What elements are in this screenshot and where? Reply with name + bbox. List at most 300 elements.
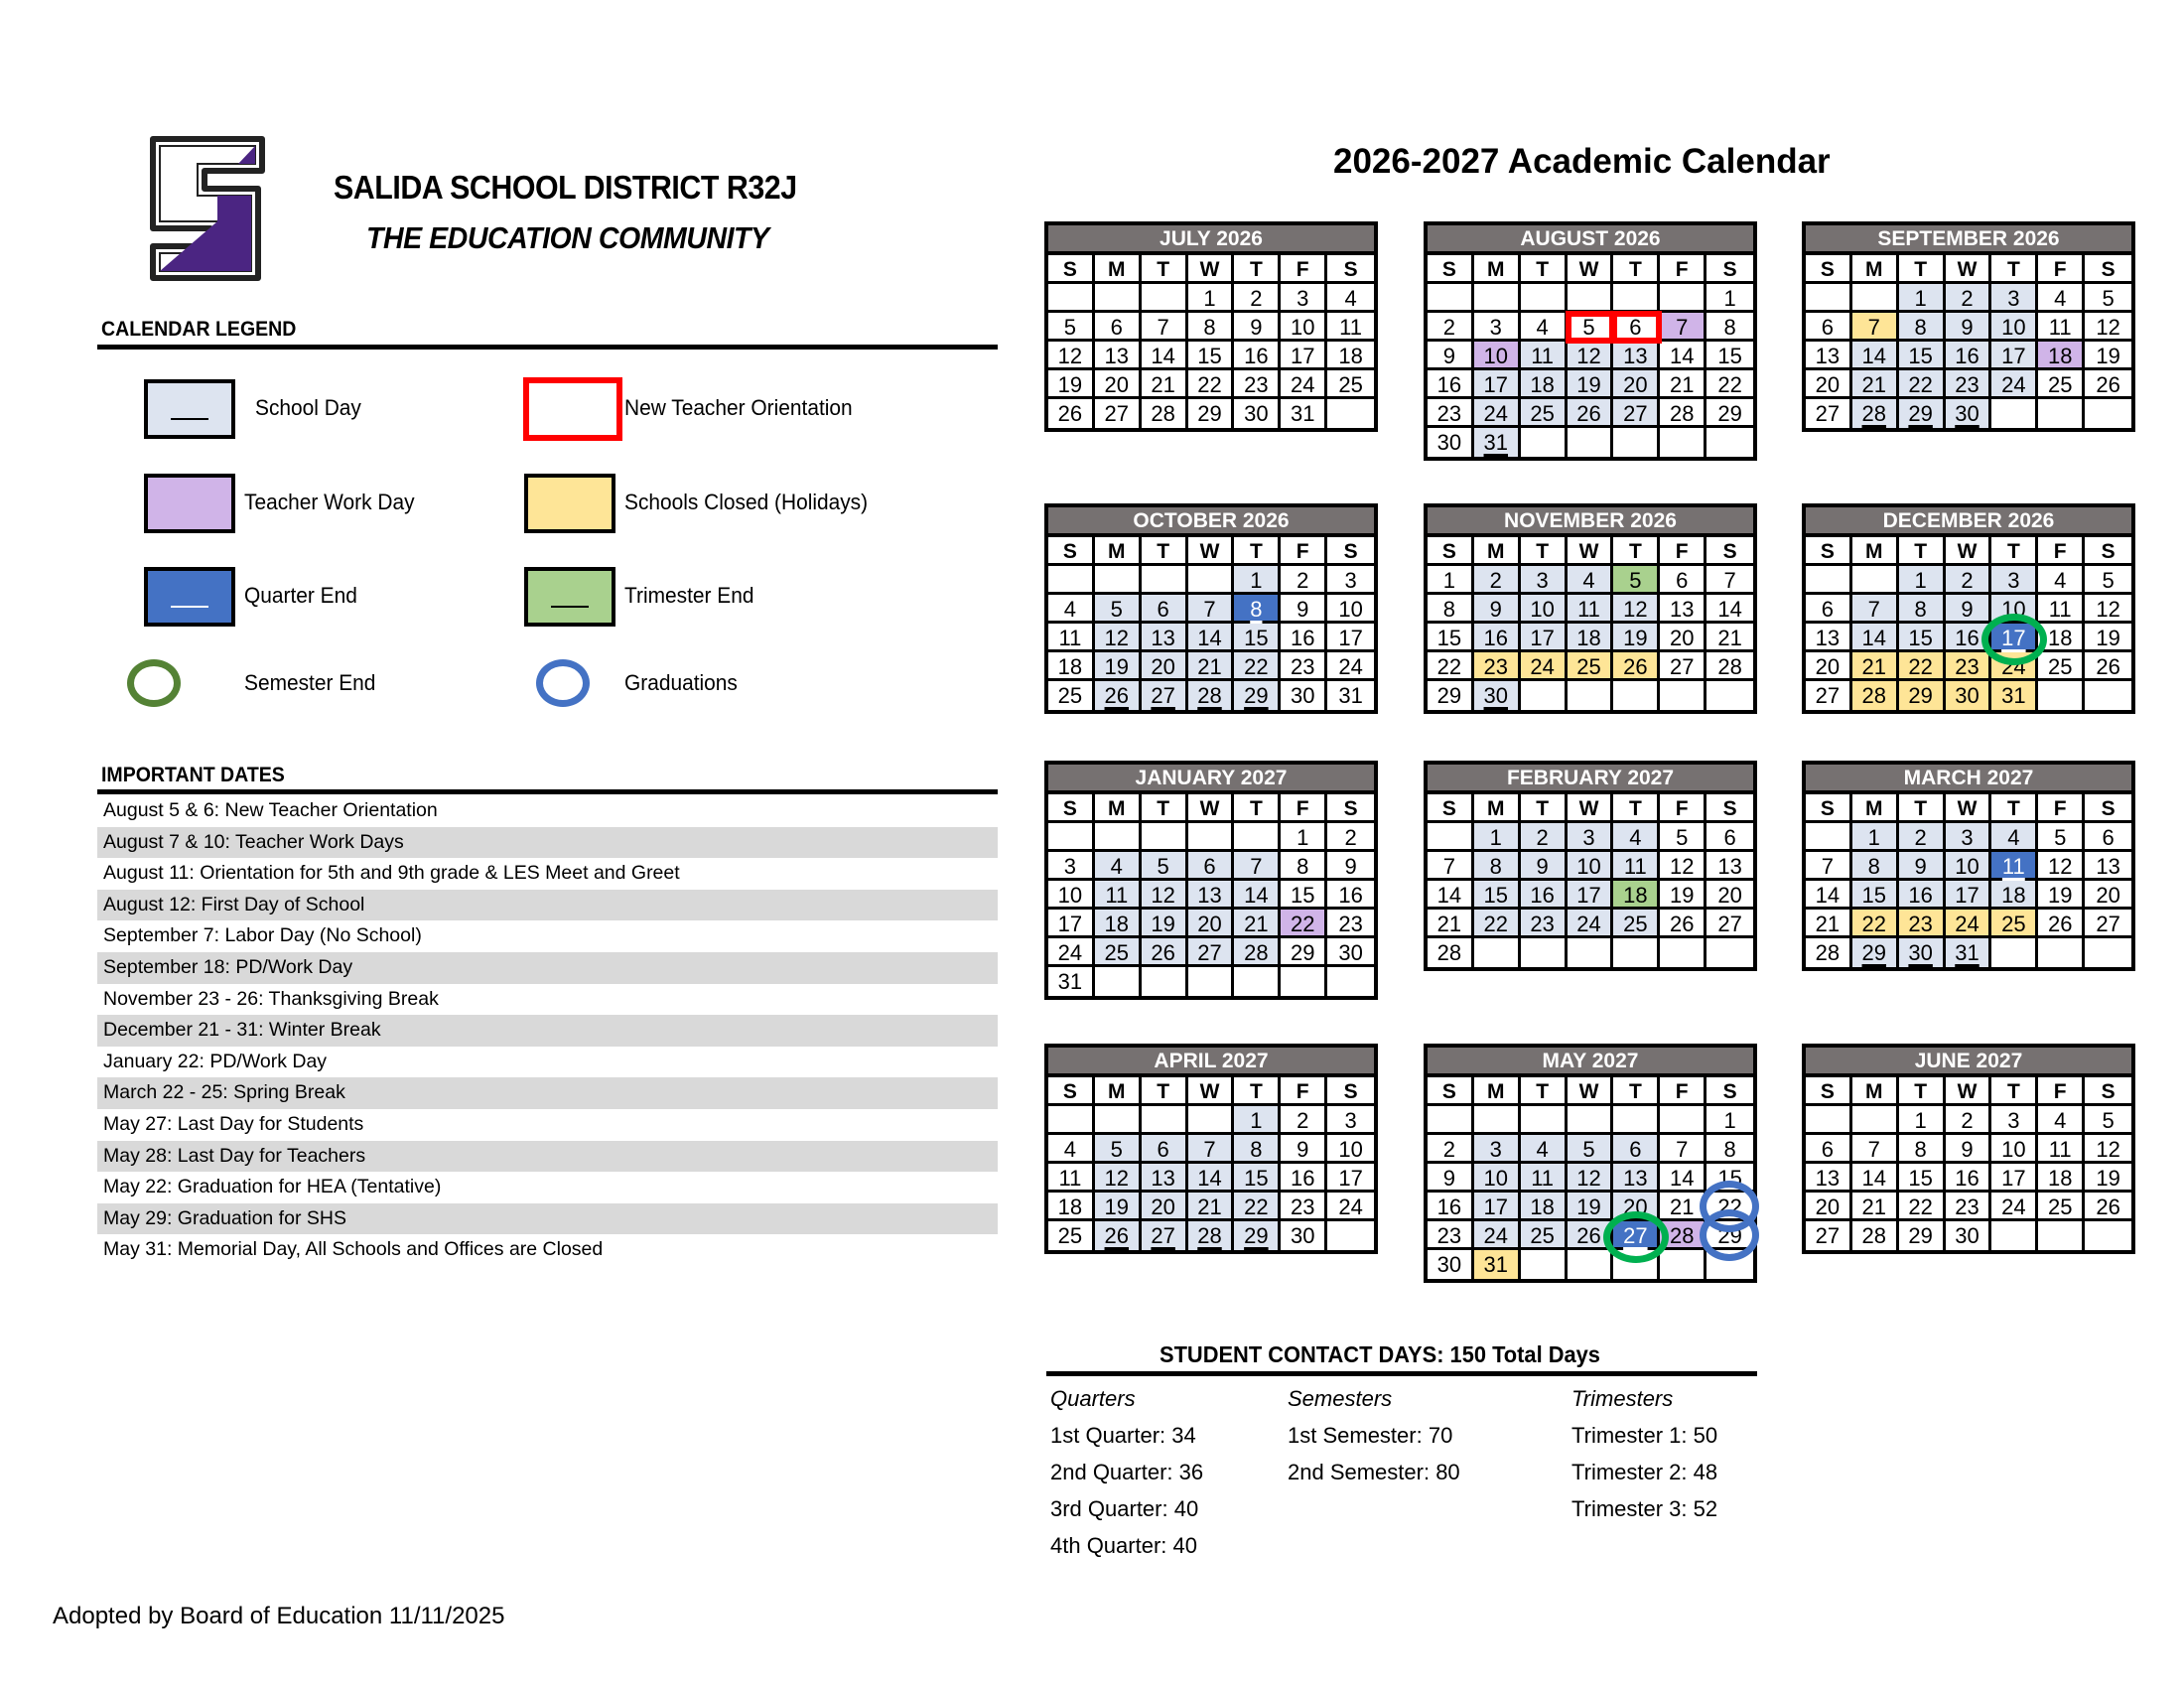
calendar-day	[1188, 881, 1235, 910]
calendar-day	[2038, 342, 2085, 370]
calendar-day	[1991, 1135, 2038, 1164]
calendar-day	[1474, 342, 1521, 370]
calendar-day	[1852, 852, 1899, 881]
day-number: 18	[1576, 626, 1601, 650]
day-number: 21	[1436, 912, 1462, 936]
empty-day-cell	[1521, 938, 1568, 967]
calendar-day	[1048, 652, 1095, 681]
calendar-day	[1852, 595, 1899, 624]
day-number: 25	[1530, 401, 1555, 426]
empty-day-cell	[1521, 1106, 1568, 1135]
weekday-header: F	[1660, 537, 1706, 566]
calendar-day	[1991, 1193, 2038, 1221]
day-number: 8	[1914, 597, 1927, 622]
calendar-day	[1899, 595, 1946, 624]
calendar-day	[1281, 1193, 1327, 1221]
graduations-ring-icon	[536, 659, 590, 707]
empty-day-cell	[2038, 681, 2085, 710]
day-number: 2	[1961, 1108, 1974, 1133]
calendar-day	[1234, 370, 1281, 399]
calendar-day	[1660, 595, 1706, 624]
day-number: 9	[1297, 1137, 1309, 1162]
day-number: 17	[1057, 912, 1083, 936]
month-header: DECEMBER 2026	[1806, 507, 2131, 537]
day-number: 3	[1344, 1108, 1357, 1133]
day-number: 10	[1338, 1137, 1363, 1162]
day-number: 21	[1815, 912, 1841, 936]
calendar-day	[1806, 1221, 1852, 1250]
day-number: 13	[1669, 597, 1695, 622]
day-number: 12	[2096, 597, 2120, 622]
day-number: 30	[1908, 940, 1933, 965]
calendar-day	[2085, 566, 2131, 595]
day-number: 5	[2054, 825, 2067, 850]
legend-rule	[97, 345, 998, 350]
empty-day-cell	[1521, 681, 1568, 710]
day-number: 12	[1576, 344, 1601, 368]
calendar-day	[1095, 652, 1142, 681]
calendar-day	[1048, 852, 1095, 881]
day-number: 24	[2001, 654, 2026, 679]
day-number: 11	[1105, 883, 1129, 908]
calendar-day	[1234, 313, 1281, 342]
day-number: 1	[1203, 286, 1216, 311]
calendar-day	[1234, 1106, 1281, 1135]
day-number: 22	[1908, 1195, 1933, 1219]
day-number: 30	[1483, 683, 1509, 708]
calendar-day	[1660, 1221, 1706, 1250]
calendar-day	[1142, 1193, 1188, 1221]
calendar-day	[1428, 1164, 1474, 1193]
day-number: 17	[1955, 883, 1979, 908]
salida-s-logo-icon	[147, 135, 268, 282]
day-number: 3	[1961, 825, 1974, 850]
weekday-header: T	[1234, 794, 1281, 823]
day-number: 16	[1955, 344, 1979, 368]
day-number: 26	[1576, 1223, 1601, 1248]
day-number: 10	[2001, 1137, 2026, 1162]
weekday-header: F	[1281, 1077, 1327, 1106]
day-number: 24	[1576, 912, 1601, 936]
weekday-header: W	[1188, 537, 1235, 566]
day-number: 28	[1436, 940, 1462, 965]
calendar-day	[1899, 1135, 1946, 1164]
calendar-day	[1428, 428, 1474, 457]
day-number: 6	[1629, 315, 1642, 340]
important-date-item: August 7 & 10: Teacher Work Days	[97, 827, 998, 859]
calendar-day	[1946, 342, 1992, 370]
day-number: 29	[1197, 401, 1222, 426]
calendar-day	[1613, 852, 1660, 881]
calendar-day	[1428, 370, 1474, 399]
calendar-day	[1048, 1164, 1095, 1193]
day-number: 22	[1290, 912, 1315, 936]
day-number: 12	[1151, 883, 1175, 908]
day-number: 25	[2047, 1195, 2073, 1219]
day-number: 18	[2001, 883, 2026, 908]
day-number: 17	[1338, 626, 1363, 650]
month-header: MARCH 2027	[1806, 765, 2131, 794]
day-number: 1	[1489, 825, 1502, 850]
calendar-day	[1568, 595, 1614, 624]
day-number: 13	[1197, 883, 1222, 908]
empty-day-cell	[1521, 284, 1568, 313]
calendar-day	[1428, 566, 1474, 595]
calendar-day	[1899, 313, 1946, 342]
day-number: 1	[1723, 286, 1736, 311]
weekday-header: W	[1568, 537, 1614, 566]
calendar-day	[1142, 1221, 1188, 1250]
calendar-day	[1660, 823, 1706, 852]
contact-column-heading: Trimesters	[1571, 1386, 1674, 1411]
empty-day-cell	[1568, 284, 1614, 313]
calendar-day	[1234, 566, 1281, 595]
calendar-day	[1281, 938, 1327, 967]
weekday-header: M	[1095, 255, 1142, 284]
calendar-day	[1474, 1221, 1521, 1250]
weekday-header: M	[1474, 1077, 1521, 1106]
calendar-day	[1852, 910, 1899, 938]
calendar-day	[2038, 881, 2085, 910]
calendar-day	[1852, 624, 1899, 652]
calendar-day	[1048, 1135, 1095, 1164]
calendar-day	[1991, 823, 2038, 852]
month-grid	[1048, 255, 1374, 428]
calendar-day	[1613, 910, 1660, 938]
day-number: 18	[1530, 1195, 1555, 1219]
weekday-header: M	[1852, 1077, 1899, 1106]
semester-end-ring-icon	[127, 659, 181, 707]
calendar-day	[1234, 342, 1281, 370]
empty-day-cell	[1706, 681, 1753, 710]
calendar-day	[1474, 1164, 1521, 1193]
calendar-day	[1142, 624, 1188, 652]
empty-day-cell	[2038, 1221, 2085, 1250]
day-number: 6	[1821, 315, 1835, 340]
calendar-day	[1521, 1193, 1568, 1221]
month-grid	[1048, 794, 1374, 996]
day-number: 5	[2102, 1108, 2115, 1133]
day-number: 22	[1908, 372, 1933, 397]
weekday-header: F	[2038, 255, 2085, 284]
day-number: 18	[2047, 1166, 2073, 1191]
day-number: 10	[1530, 597, 1555, 622]
calendar-day	[1899, 1221, 1946, 1250]
day-number: 24	[1338, 654, 1363, 679]
empty-day-cell	[1095, 967, 1142, 996]
day-number: 4	[1344, 286, 1357, 311]
day-number: 21	[1861, 372, 1887, 397]
day-number: 5	[1110, 597, 1123, 622]
calendar-day	[1281, 342, 1327, 370]
calendar-day	[1568, 652, 1614, 681]
day-number: 27	[1623, 1223, 1648, 1248]
day-number: 15	[1908, 1166, 1933, 1191]
contact-days-quarters	[1050, 1380, 1203, 1564]
day-number: 25	[1104, 940, 1130, 965]
day-number: 11	[2048, 1137, 2072, 1162]
day-number: 26	[1669, 912, 1695, 936]
day-number: 12	[2096, 1137, 2120, 1162]
empty-day-cell	[1806, 823, 1852, 852]
day-number: 25	[1057, 1223, 1083, 1248]
calendar-day	[1234, 1164, 1281, 1193]
calendar-day	[1660, 399, 1706, 428]
calendar-day	[1048, 313, 1095, 342]
day-number: 5	[1110, 1137, 1123, 1162]
calendar-day	[1991, 624, 2038, 652]
calendar-day	[1706, 1164, 1753, 1193]
day-number: 6	[1821, 597, 1835, 622]
day-number: 23	[1338, 912, 1363, 936]
weekday-header: S	[1048, 1077, 1095, 1106]
day-number: 9	[1489, 597, 1502, 622]
calendar-day	[1806, 881, 1852, 910]
calendar-day	[1568, 313, 1614, 342]
calendar-day	[1428, 1193, 1474, 1221]
day-number: 19	[1576, 1195, 1601, 1219]
calendar-day	[1852, 342, 1899, 370]
calendar-day	[1234, 595, 1281, 624]
weekday-header: F	[2038, 1077, 2085, 1106]
day-number: 7	[1203, 1137, 1216, 1162]
day-number: 18	[1530, 372, 1555, 397]
weekday-header: S	[1048, 537, 1095, 566]
calendar-day	[2038, 1135, 2085, 1164]
day-number: 9	[1297, 597, 1309, 622]
weekday-header: T	[1991, 255, 2038, 284]
calendar-day	[1048, 595, 1095, 624]
day-number: 13	[1151, 626, 1175, 650]
weekday-header: W	[1946, 794, 1992, 823]
calendar-day	[1048, 342, 1095, 370]
day-number: 7	[1867, 1137, 1880, 1162]
calendar-day	[1048, 910, 1095, 938]
day-number: 29	[1244, 1223, 1269, 1248]
calendar-day	[1706, 910, 1753, 938]
calendar-day	[1946, 881, 1992, 910]
calendar-day	[2085, 852, 2131, 881]
calendar-day	[2038, 1106, 2085, 1135]
day-number: 19	[1104, 1195, 1130, 1219]
day-number: 4	[1629, 825, 1642, 850]
calendar-day	[2085, 823, 2131, 852]
calendar-day	[1899, 881, 1946, 910]
calendar-day	[1048, 881, 1095, 910]
calendar-day	[1706, 624, 1753, 652]
calendar-day	[1281, 624, 1327, 652]
day-number: 3	[2007, 568, 2020, 593]
day-number: 3	[1344, 568, 1357, 593]
day-number: 20	[1623, 1195, 1648, 1219]
calendar-day	[1474, 652, 1521, 681]
calendar-day	[1568, 1164, 1614, 1193]
day-number: 11	[1339, 315, 1362, 340]
day-number: 23	[1483, 654, 1509, 679]
day-number: 16	[1955, 626, 1979, 650]
calendar-day	[1327, 652, 1374, 681]
empty-day-cell	[1234, 967, 1281, 996]
important-date-item: May 29: Graduation for SHS	[97, 1203, 998, 1235]
calendar-day	[1946, 681, 1992, 710]
day-number: 21	[1197, 1195, 1222, 1219]
empty-day-cell	[1613, 284, 1660, 313]
contact-value: Trimester 3: 52	[1571, 1496, 1718, 1521]
calendar-day	[1613, 313, 1660, 342]
calendar-day	[1188, 652, 1235, 681]
important-date-item: September 18: PD/Work Day	[97, 952, 998, 984]
calendar-day	[1281, 1106, 1327, 1135]
calendar-day	[1899, 910, 1946, 938]
calendar-day	[1234, 910, 1281, 938]
calendar-day	[1706, 1106, 1753, 1135]
day-number: 24	[1483, 401, 1509, 426]
empty-day-cell	[1428, 1106, 1474, 1135]
day-number: 4	[2007, 825, 2020, 850]
empty-day-cell	[1852, 1106, 1899, 1135]
day-number: 15	[1244, 1166, 1269, 1191]
calendar-day	[1706, 652, 1753, 681]
calendar-day	[1946, 1164, 1992, 1193]
weekday-header: T	[1142, 794, 1188, 823]
empty-day-cell	[1142, 823, 1188, 852]
empty-day-cell	[1852, 566, 1899, 595]
empty-day-cell	[1568, 1106, 1614, 1135]
day-number: 8	[1914, 1137, 1927, 1162]
important-date-item: May 31: Memorial Day, All Schools and Offices are Closed	[103, 1238, 604, 1261]
day-number: 7	[1821, 854, 1835, 879]
important-date-item: August 12: First Day of School	[97, 890, 998, 921]
empty-day-cell	[1095, 566, 1142, 595]
calendar-day	[1521, 399, 1568, 428]
calendar-day	[1048, 1193, 1095, 1221]
day-number: 22	[1483, 912, 1509, 936]
day-number: 21	[1669, 1195, 1695, 1219]
calendar-day	[1142, 370, 1188, 399]
day-number: 15	[1717, 1166, 1742, 1191]
day-number: 22	[1436, 654, 1462, 679]
day-number: 20	[1815, 372, 1841, 397]
calendar-day	[1281, 1135, 1327, 1164]
calendar-day	[1474, 910, 1521, 938]
month-july-2026	[1044, 221, 1378, 432]
calendar-day	[2038, 284, 2085, 313]
calendar-day	[1327, 624, 1374, 652]
calendar-day	[1613, 823, 1660, 852]
calendar-day	[1474, 681, 1521, 710]
day-number: 30	[1955, 683, 1979, 708]
calendar-day	[1568, 1221, 1614, 1250]
weekday-header: F	[1281, 794, 1327, 823]
day-number: 2	[1489, 568, 1502, 593]
day-number: 30	[1290, 1223, 1315, 1248]
day-number: 23	[1244, 372, 1269, 397]
weekday-header: S	[2085, 1077, 2131, 1106]
weekday-header: M	[1095, 794, 1142, 823]
weekday-header: T	[1142, 537, 1188, 566]
month-june-2027	[1802, 1044, 2135, 1254]
calendar-day	[1428, 681, 1474, 710]
day-number: 15	[1436, 626, 1462, 650]
weekday-header: W	[1188, 794, 1235, 823]
day-number: 13	[1717, 854, 1742, 879]
calendar-day	[1613, 1221, 1660, 1250]
day-number: 18	[1057, 1195, 1083, 1219]
day-number: 20	[1717, 883, 1742, 908]
calendar-day	[1327, 342, 1374, 370]
weekday-header: T	[1521, 255, 1568, 284]
calendar-day	[1852, 370, 1899, 399]
legend-swatch-trimester-end	[524, 567, 615, 627]
weekday-header: F	[2038, 794, 2085, 823]
calendar-day	[1899, 852, 1946, 881]
day-number: 5	[1629, 568, 1642, 593]
month-grid	[1428, 255, 1753, 457]
calendar-day	[1613, 566, 1660, 595]
day-number: 9	[1961, 597, 1974, 622]
day-number: 20	[1815, 1195, 1841, 1219]
calendar-day	[1946, 399, 1992, 428]
calendar-day	[1048, 399, 1095, 428]
day-number: 17	[2001, 344, 2026, 368]
calendar-day	[1234, 399, 1281, 428]
day-number: 1	[1297, 825, 1309, 850]
day-number: 2	[1250, 286, 1263, 311]
day-number: 12	[1104, 1166, 1130, 1191]
calendar-day	[1706, 370, 1753, 399]
calendar-day	[1281, 1221, 1327, 1250]
day-number: 8	[1442, 597, 1456, 622]
month-february-2027	[1424, 761, 1757, 971]
day-number: 1	[1442, 568, 1456, 593]
day-number: 27	[1669, 654, 1695, 679]
important-date-item: May 27: Last Day for Students	[103, 1112, 364, 1135]
weekday-header: W	[1568, 794, 1614, 823]
day-number: 17	[2001, 626, 2026, 650]
calendar-day	[2038, 313, 2085, 342]
calendar-day	[1474, 852, 1521, 881]
day-number: 19	[2096, 626, 2120, 650]
day-number: 20	[1151, 654, 1175, 679]
day-number: 13	[1151, 1166, 1175, 1191]
day-number: 21	[1861, 1195, 1887, 1219]
calendar-day	[1613, 595, 1660, 624]
day-number: 4	[2054, 568, 2067, 593]
weekday-header: S	[1428, 794, 1474, 823]
calendar-day	[1852, 938, 1899, 967]
calendar-day	[1474, 881, 1521, 910]
day-number: 22	[1244, 1195, 1269, 1219]
empty-day-cell	[1706, 428, 1753, 457]
contact-days-rule	[1046, 1371, 1757, 1376]
day-number: 29	[1290, 940, 1315, 965]
calendar-day	[1095, 1221, 1142, 1250]
calendar-day	[1188, 342, 1235, 370]
weekday-header: S	[2085, 537, 2131, 566]
day-number: 21	[1669, 372, 1695, 397]
month-header: APRIL 2027	[1048, 1048, 1374, 1077]
day-number: 9	[1250, 315, 1263, 340]
month-header: JANUARY 2027	[1048, 765, 1374, 794]
empty-day-cell	[1613, 681, 1660, 710]
day-number: 14	[1717, 597, 1742, 622]
calendar-day	[1706, 1135, 1753, 1164]
day-number: 22	[1717, 1195, 1742, 1219]
calendar-day	[1234, 681, 1281, 710]
day-number: 29	[1908, 1223, 1933, 1248]
calendar-day	[1474, 399, 1521, 428]
month-header: JULY 2026	[1048, 225, 1374, 255]
